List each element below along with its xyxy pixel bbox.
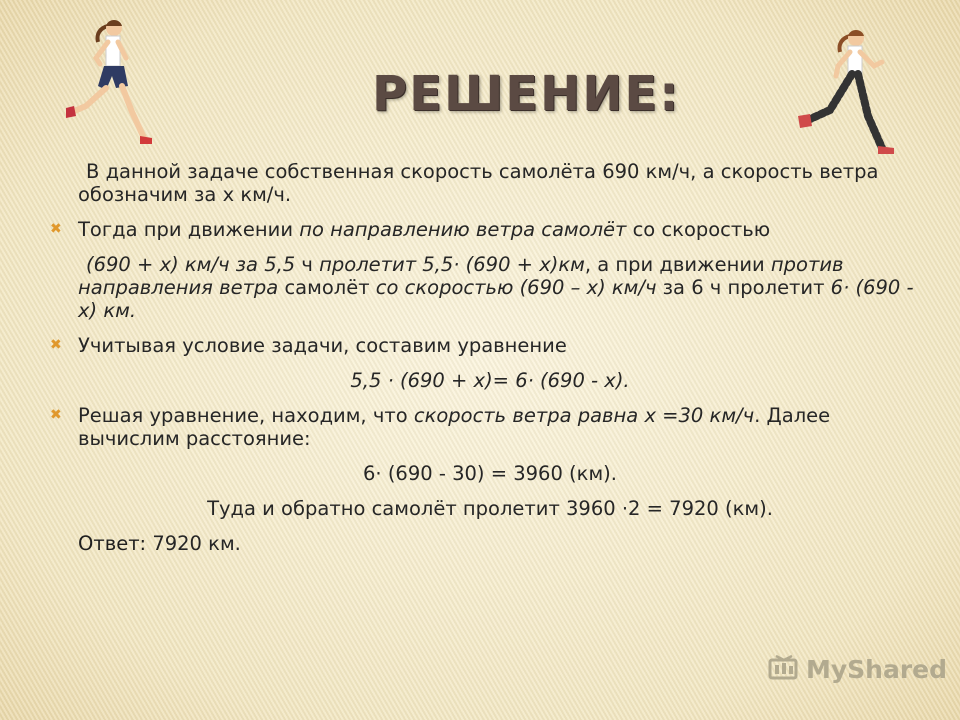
calc-text: Туда и обратно самолёт пролетит 3960 ·2 = 7920 (км). xyxy=(207,497,773,520)
text-segment: 6 ч xyxy=(691,276,722,299)
paragraph-intro xyxy=(50,160,930,206)
answer-label: Ответ: xyxy=(78,532,147,555)
text-segment: . Далее вычислим расстояние: xyxy=(78,404,831,450)
watermark-text: MyShared xyxy=(806,654,948,684)
calculation-2 xyxy=(50,497,930,520)
text-segment-italic: (690 + х) км/ч за 5,5 xyxy=(86,253,296,276)
intro-text: В данной задаче собственная скорость самолёта 690 км/ч, а скорость ветра обозначим за х км/ч. xyxy=(78,160,879,206)
text-segment-italic: 6· (690 - х) км. xyxy=(78,276,914,322)
text-segment: ч xyxy=(295,253,320,276)
text-segment: Учитывая условие задачи, составим уравнение xyxy=(78,334,567,357)
watermark-logo-icon xyxy=(768,654,800,684)
text-segment: , а при движении xyxy=(584,253,771,276)
bullet-paragraph-2 xyxy=(50,334,930,357)
x-mark-icon: ✖ xyxy=(50,337,62,353)
slide-content xyxy=(50,160,930,567)
slide-title: РЕШЕНИЕ: xyxy=(372,66,681,122)
text-segment: со скоростью xyxy=(626,218,771,241)
watermark xyxy=(768,654,947,684)
runner-right-icon xyxy=(790,26,910,166)
bullet-paragraph-3 xyxy=(50,404,930,450)
text-segment-italic: против направления ветра xyxy=(78,253,844,299)
calc-text: 6· (690 - 30) = 3960 (км). xyxy=(363,462,617,485)
text-segment: за xyxy=(656,276,692,299)
x-mark-icon: ✖ xyxy=(50,221,62,237)
calculation-1 xyxy=(50,462,930,485)
text-segment-italic: по направлению ветра самолёт xyxy=(299,218,627,241)
equation-text: 5,5 · (690 + х)= 6· (690 - х). xyxy=(350,369,630,392)
text-segment-italic: х =30 км/ч xyxy=(638,404,755,427)
equation xyxy=(50,369,930,392)
text-segment: самолёт xyxy=(278,276,376,299)
text-segment: Решая уравнение, находим, что xyxy=(78,404,414,427)
answer-value: 7920 км. xyxy=(146,532,241,555)
answer-line xyxy=(50,532,930,555)
text-segment-italic: скорость ветра равна xyxy=(413,404,639,427)
text-segment-italic: со скоростью (690 – х) км/ч xyxy=(375,276,657,299)
runner-left-icon xyxy=(56,14,166,154)
bullet-paragraph-1 xyxy=(50,218,930,241)
x-mark-icon: ✖ xyxy=(50,407,62,423)
text-segment: пролетит xyxy=(721,276,831,299)
text-segment: Тогда при движении xyxy=(78,218,300,241)
paragraph-continuation xyxy=(50,253,930,322)
text-segment-italic: пролетит 5,5· (690 + х)км xyxy=(319,253,585,276)
